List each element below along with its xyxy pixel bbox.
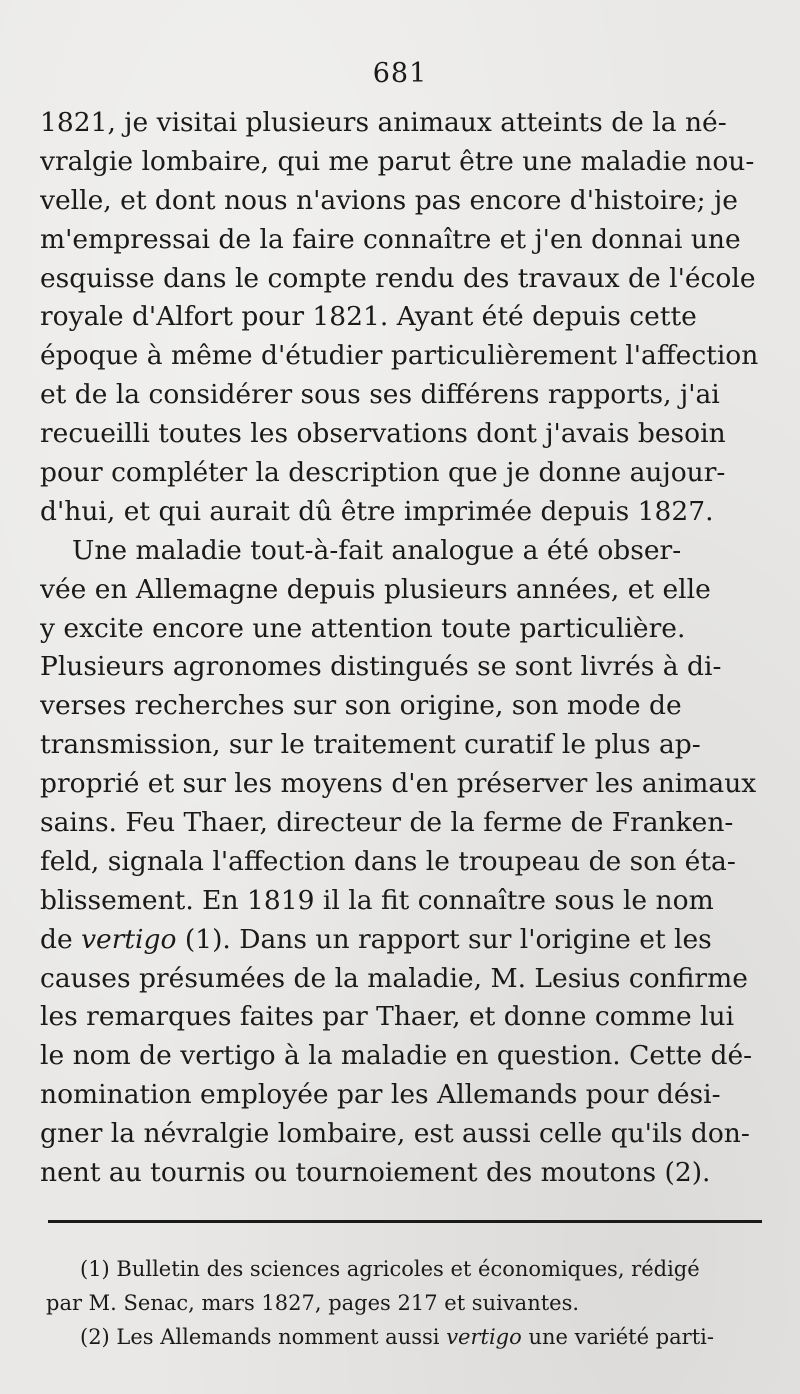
- main-text: [40, 104, 762, 1193]
- text-line: feld, signala l'affection dans le troupeau de son éta-: [40, 845, 736, 877]
- text-line: nent au tournis ou tournoiement des moutons (2).: [40, 1157, 711, 1189]
- text-fragment: (1). Dans un rapport sur l'origine et les: [176, 923, 712, 955]
- text-line: gner la névralgie lombaire, est aussi celle qu'ils don-: [40, 1118, 750, 1150]
- text-fragment: (2) Les Allemands nomment aussi: [80, 1325, 447, 1349]
- italic-term: vertigo: [81, 923, 177, 955]
- text-line: blissement. En 1819 il la fit connaître sous le nom: [40, 884, 714, 916]
- text-fragment: de: [40, 923, 82, 955]
- text-line: époque à même d'étudier particulièrement l'affection: [40, 340, 759, 372]
- text-line: Plusieurs agronomes distingués se sont livrés à di-: [40, 651, 722, 683]
- text-line: y excite encore une attention toute particulière.: [40, 612, 686, 644]
- paragraph-start-line: Une maladie tout-à-fait analogue a été obser-: [72, 534, 682, 566]
- footnotes: [46, 1252, 764, 1354]
- text-line: d'hui, et qui aurait dû être imprimée depuis 1827.: [40, 495, 714, 527]
- text-line: et de la considérer sous ses différens rapports, j'ai: [40, 379, 720, 411]
- text-line: pour compléter la description que je donne aujour-: [40, 457, 726, 489]
- text-line: velle, et dont nous n'avions pas encore d'histoire; je: [40, 184, 738, 216]
- text-line: les remarques faites par Thaer, et donne comme lui: [40, 1001, 735, 1033]
- text-line-vertigo: [40, 921, 762, 960]
- footnote-divider: [48, 1220, 762, 1223]
- footnote-2-line: [46, 1320, 764, 1354]
- text-line: sains. Feu Thaer, directeur de la ferme de Franken-: [40, 807, 734, 839]
- text-line: esquisse dans le compte rendu des travaux de l'école: [40, 262, 756, 294]
- text-line: causes présumées de la maladie, M. Lesius confirme: [40, 962, 748, 994]
- text-line: royale d'Alfort pour 1821. Ayant été depuis cette: [40, 301, 697, 333]
- text-line: recueilli toutes les observations dont j'avais besoin: [40, 418, 726, 450]
- text-line: vée en Allemagne depuis plusieurs années, et elle: [40, 573, 711, 605]
- footnote-1-line: par M. Senac, mars 1827, pages 217 et suivantes.: [46, 1291, 580, 1315]
- text-line: transmission, sur le traitement curatif le plus ap-: [40, 729, 701, 761]
- text-line: le nom de vertigo à la maladie en question. Cette dé-: [40, 1040, 753, 1072]
- text-line: nomination employée par les Allemands pour dési-: [40, 1079, 721, 1111]
- text-line: vralgie lombaire, qui me parut être une maladie nou-: [40, 145, 755, 177]
- italic-term: vertigo: [446, 1325, 522, 1349]
- text-line: 1821, je visitai plusieurs animaux atteints de la né-: [40, 107, 727, 138]
- text-line: proprié et sur les moyens d'en préserver les animaux: [40, 768, 757, 800]
- text-line: verses recherches sur son origine, son mode de: [40, 690, 682, 722]
- footnote-1-line: (1) Bulletin des sciences agricoles et économiques, rédigé: [80, 1257, 700, 1281]
- text-fragment: une variété parti-: [521, 1325, 714, 1349]
- page-number: 681: [372, 58, 428, 89]
- text-line: m'empressai de la faire connaître et j'en donnai une: [40, 223, 741, 255]
